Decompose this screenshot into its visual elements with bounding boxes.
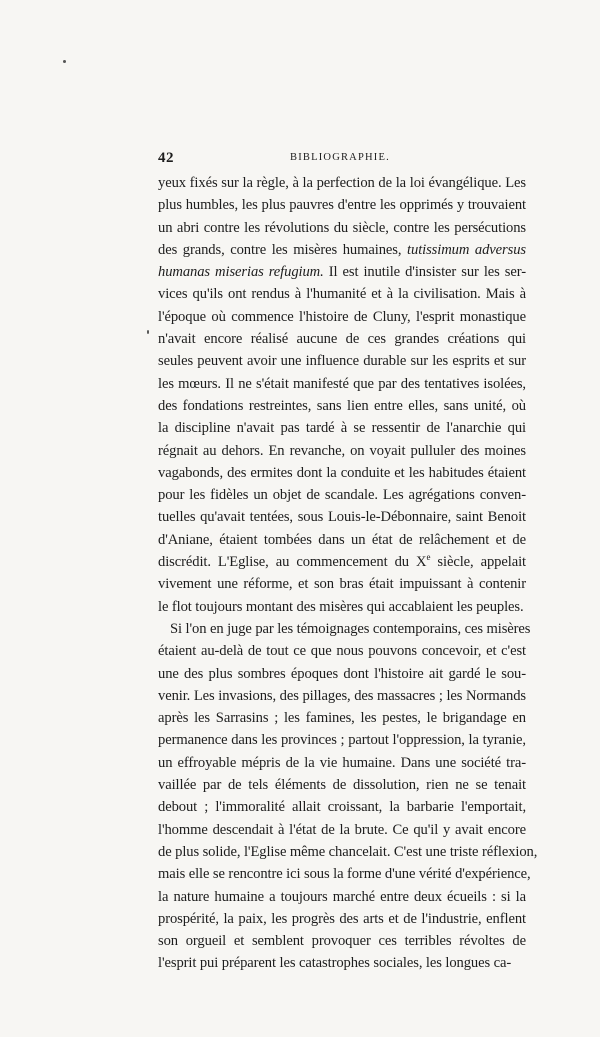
italic-latin-phrase: humanas miserias refugium. [158, 264, 324, 281]
text-line: l'esprit pui préparent les catastrophes sociales, les longues ca- [158, 955, 512, 972]
text-line: l'époque où commence l'histoire de Cluny, l'esprit monastique [158, 308, 526, 325]
print-speck [147, 330, 149, 334]
text-line: la discipline n'avait pas tardé à se ressentir de l'anarchie qui [158, 420, 526, 437]
text-line: Si l'on en juge par les témoignages contemporains, ces misères [170, 620, 531, 637]
text-segment: discrédit. L'Eglise, au commencement du X [158, 554, 427, 571]
text-line: d'Aniane, étaient tombées dans un état de relâchement et de [158, 531, 526, 548]
running-title: BIBLIOGRAPHIE. [290, 152, 390, 163]
text-line: de plus solide, l'Eglise même chancelait. C'est une triste réflexion, [158, 843, 538, 860]
text-line-with-italic [158, 261, 526, 283]
text-line: prospérité, la paix, les progrès des arts et de l'industrie, enflent [158, 910, 526, 927]
text-line: l'homme descendait à l'état de la brute. Ce qu'il y avait encore [158, 821, 526, 838]
text-line: régnait au dehors. En revanche, on voyait pulluler des moines [158, 442, 526, 459]
text-line: tuelles qu'avait tentées, sous Louis-le-Débonnaire, saint Benoit [158, 509, 526, 526]
text-line: une des plus sombres époques dont l'histoire ait gardé le sou- [158, 665, 526, 682]
text-line: mais elle se rencontre ici sous la forme d'une vérité d'expérience, [158, 866, 531, 883]
text-line: vagabonds, des ermites dont la conduite et les habitudes étaient [158, 464, 526, 481]
text-segment: Il est inutile d'insister sur les ser- [328, 264, 526, 281]
text-line-with-superscript [158, 551, 526, 573]
text-line-with-italic [158, 239, 526, 261]
text-line: yeux fixés sur la règle, à la perfection de la loi évangélique. Les [158, 175, 526, 191]
text-line: vivement une réforme, et son bras était impuissant à contenir [158, 576, 526, 593]
text-line: debout ; l'immoralité allait croissant, la barbarie l'emportait, [158, 799, 526, 816]
text-line: le flot toujours montant des misères qui accablaient les peuples. [158, 598, 524, 615]
text-line: plus humbles, les plus pauvres d'entre les opprimés y trouvaient [158, 197, 526, 214]
text-line: son orgueil et semblent provoquer ces terribles révoltes de [158, 933, 526, 950]
text-line: des fondations restreintes, sans lien entre elles, sans unité, où [158, 397, 526, 414]
page-header [158, 150, 524, 168]
text-line: étaient au-delà de tout ce que nous pouvons concevoir, et c'est [158, 643, 526, 660]
page-number: 42 [158, 150, 174, 166]
print-speck [63, 60, 66, 63]
body-text [158, 172, 538, 975]
text-segment: des grands, contre les misères humaines, [158, 241, 402, 258]
text-line: pour les fidèles un objet de scandale. Les agrégations conven- [158, 487, 526, 504]
text-line: un effroyable mépris de la vie humaine. Dans une société tra- [158, 754, 526, 771]
text-line: vaillée par de tels éléments de dissolution, rien ne se tenait [158, 777, 526, 794]
text-segment: siècle, appelait [437, 554, 527, 571]
text-line: un abri contre les révolutions du siècle, contre les persécutions [158, 219, 526, 236]
text-line: seules peuvent avoir une influence durable sur les esprits et sur [158, 353, 526, 370]
text-line: vices qu'ils ont rendus à l'humanité et à la civilisation. Mais à [158, 286, 526, 303]
superscript: e [426, 552, 431, 563]
text-line: permanence dans les provinces ; partout l'oppression, la tyranie, [158, 732, 526, 749]
text-line: après les Sarrasins ; les famines, les pestes, le brigandage en [158, 710, 526, 727]
text-line: les mœurs. Il ne s'était manifesté que par des tentatives isolées, [158, 375, 526, 392]
text-line: la nature humaine a toujours marché entre deux écueils : si la [158, 888, 526, 905]
text-line: venir. Les invasions, des pillages, des massacres ; les Normands [158, 687, 526, 704]
italic-latin-phrase: tutissimum adversus [407, 241, 526, 258]
text-line: n'avait encore réalisé aucune de ces grandes créations qui [158, 331, 526, 348]
